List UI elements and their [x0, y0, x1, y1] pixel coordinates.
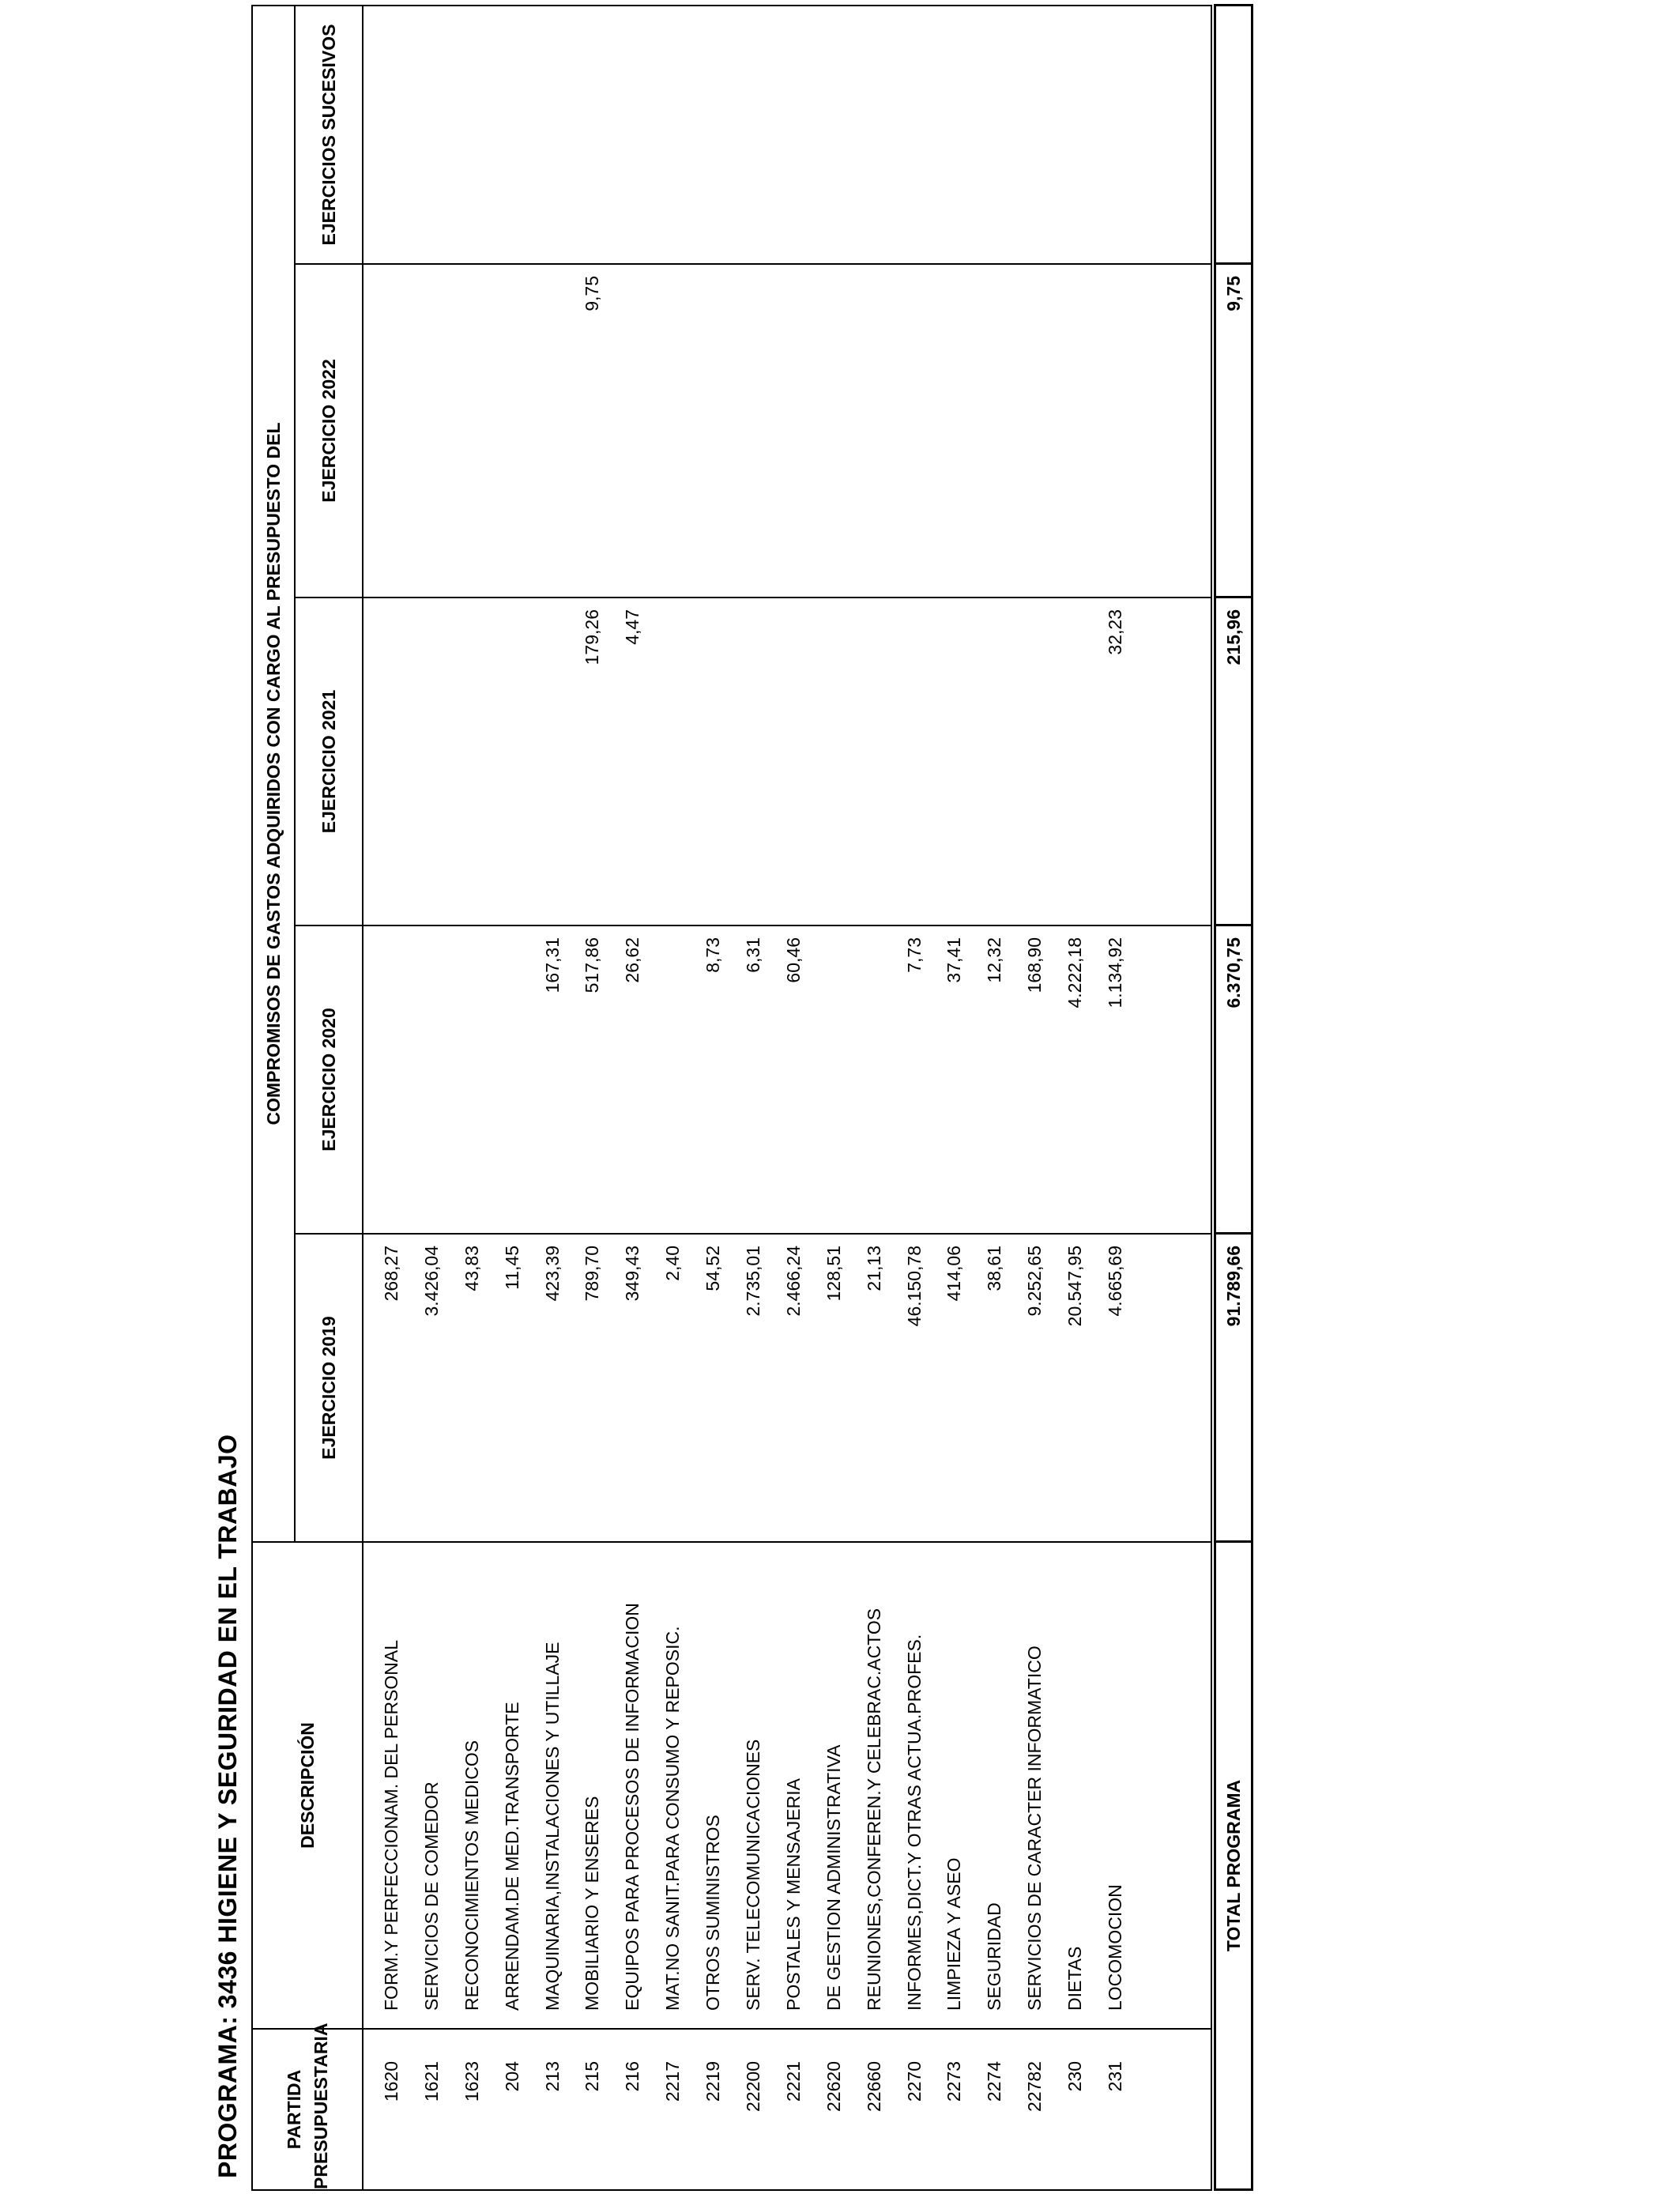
- value-2019: 3.426,04: [420, 1246, 442, 1317]
- value-2020: [653, 926, 693, 1233]
- value-sucesivos: [733, 6, 774, 263]
- value-2020: 37,41: [944, 937, 965, 983]
- total-2022: 9,75: [1215, 264, 1252, 598]
- descripcion-text: RECONOCIMIENTOS MEDICOS: [461, 1740, 482, 2011]
- header-year-2022: EJERCICIO 2022: [295, 264, 363, 598]
- header-year-2019: EJERCICIO 2019: [295, 1234, 363, 1542]
- value-2022: [653, 265, 693, 597]
- value-2019: 4.665,69: [1105, 1246, 1126, 1317]
- value-sucesivos: [371, 6, 412, 263]
- header-compromisos: COMPROMISOS DE GASTOS ADQUIRIDOS CON CARGO AL PRESUPUESTO DEL: [252, 6, 295, 1542]
- value-2020: [492, 926, 533, 1233]
- partida-code: 204: [501, 2061, 522, 2092]
- value-2022: [452, 265, 492, 597]
- total-sucesivos: [1215, 6, 1252, 264]
- descripcion-text: SERVICIOS DE COMEDOR: [420, 1781, 442, 2011]
- value-sucesivos: [1055, 6, 1095, 263]
- value-2021: [1015, 598, 1055, 925]
- descripcion-text: REUNIONES,CONFEREN.Y CELEBRAC.ACTOS: [863, 1608, 884, 2011]
- total-table: [1214, 4, 1253, 2191]
- value-2021: [693, 598, 733, 925]
- partida-code: 2219: [703, 2061, 724, 2102]
- value-2019: 11,45: [501, 1246, 522, 1290]
- total-2021: 215,96: [1215, 598, 1252, 925]
- value-2022: [934, 265, 974, 597]
- total-row: [1215, 6, 1252, 2190]
- value-2019: 46.150,78: [903, 1246, 925, 1327]
- value-sucesivos: [934, 6, 974, 263]
- partida-code: 22620: [823, 2061, 844, 2112]
- value-2020: 60,46: [782, 937, 804, 983]
- column-2021: [363, 598, 1211, 925]
- partida-code: 230: [1064, 2061, 1086, 2092]
- value-sucesivos: [1095, 6, 1136, 263]
- value-2022: [1015, 265, 1055, 597]
- value-2019: 9.252,65: [1024, 1246, 1045, 1317]
- value-2020: [814, 926, 854, 1233]
- value-2020: [412, 926, 452, 1233]
- value-2021: [974, 598, 1015, 925]
- header-descripcion: DESCRIPCIÓN: [252, 1542, 363, 2029]
- value-2021: [934, 598, 974, 925]
- value-sucesivos: [895, 6, 935, 263]
- value-2019: 789,70: [582, 1246, 603, 1302]
- value-2019: 414,06: [944, 1246, 965, 1302]
- value-2022: [895, 265, 935, 597]
- value-sucesivos: [492, 6, 533, 263]
- descripcion-text: MOBILIARIO Y ENSERES: [582, 1796, 603, 2011]
- partida-code: 231: [1105, 2061, 1126, 2092]
- descripcion-text: MAT.NO SANIT.PARA CONSUMO Y REPOSIC.: [662, 1626, 684, 2011]
- value-2022: [814, 265, 854, 597]
- header-partida-line1: PARTIDA: [284, 2069, 304, 2150]
- total-2019: 91.789,66: [1215, 1234, 1252, 1542]
- value-2019: 21,13: [863, 1246, 884, 1291]
- value-2021: 179,26: [582, 609, 603, 665]
- value-2019: 128,51: [823, 1246, 844, 1302]
- descripcion-text: EQUIPOS PARA PROCESOS DE INFORMACION: [622, 1603, 643, 2011]
- column-descripcion: [363, 1542, 1211, 2029]
- descripcion-text: POSTALES Y MENSAJERIA: [782, 1778, 804, 2011]
- column-partida: [363, 2029, 1211, 2190]
- value-2022: [974, 265, 1015, 597]
- value-2021: 32,23: [1105, 609, 1126, 655]
- value-2020: 8,73: [703, 937, 724, 973]
- value-2020: 26,62: [622, 937, 643, 983]
- value-2021: [854, 598, 895, 925]
- partida-code: 2270: [903, 2061, 925, 2102]
- value-sucesivos: [693, 6, 733, 263]
- partida-code: 216: [622, 2061, 643, 2092]
- value-2021: [733, 598, 774, 925]
- value-2021: [533, 598, 573, 925]
- value-2021: 4,47: [622, 609, 643, 645]
- value-sucesivos: [533, 6, 573, 263]
- header-year-2020: EJERCICIO 2020: [295, 925, 363, 1234]
- value-sucesivos: [814, 6, 854, 263]
- partida-code: 22200: [743, 2061, 764, 2112]
- value-2020: 7,73: [903, 937, 925, 973]
- descripcion-text: INFORMES,DICT.Y OTRAS ACTUA.PROFES.: [903, 1634, 925, 2011]
- partida-code: 1621: [420, 2061, 442, 2102]
- value-2022: [612, 265, 653, 597]
- value-2019: 349,43: [622, 1246, 643, 1302]
- value-sucesivos: [653, 6, 693, 263]
- descripcion-text: MAQUINARIA,INSTALACIONES Y UTILLAJE: [541, 1642, 563, 2011]
- value-2020: [854, 926, 895, 1233]
- partida-code: 22660: [863, 2061, 884, 2112]
- partida-code: 215: [582, 2061, 603, 2092]
- partida-code: 22782: [1024, 2061, 1045, 2112]
- value-2019: 43,83: [461, 1246, 482, 1291]
- column-sucesivos: [363, 6, 1211, 264]
- value-2021: [452, 598, 492, 925]
- column-2019: [363, 1234, 1211, 1542]
- value-2022: [1055, 265, 1095, 597]
- partida-code: 213: [541, 2061, 563, 2092]
- value-2022: [1095, 265, 1136, 597]
- descripcion-text: DE GESTION ADMINISTRATIVA: [823, 1744, 844, 2011]
- value-2022: [854, 265, 895, 597]
- partida-code: 1623: [461, 2061, 482, 2102]
- value-2022: [492, 265, 533, 597]
- value-2021: [895, 598, 935, 925]
- column-2020: [363, 925, 1211, 1234]
- value-sucesivos: [974, 6, 1015, 263]
- value-2020: 168,90: [1024, 937, 1045, 993]
- value-2022: [533, 265, 573, 597]
- total-label: TOTAL PROGRAMA: [1215, 1542, 1252, 2190]
- descripcion-text: SEGURIDAD: [984, 1902, 1005, 2011]
- descripcion-text: LOCOMOCION: [1105, 1884, 1126, 2011]
- descripcion-text: DIETAS: [1064, 1946, 1086, 2011]
- value-2019: 2,40: [662, 1246, 684, 1281]
- value-2021: [371, 598, 412, 925]
- value-2020: 517,86: [582, 937, 603, 993]
- value-2019: 268,27: [381, 1246, 401, 1302]
- value-sucesivos: [572, 6, 612, 263]
- value-2020: 1.134,92: [1105, 937, 1126, 1008]
- descripcion-text: SERV. TELECOMUNICACIONES: [743, 1739, 764, 2011]
- value-2022: [412, 265, 452, 597]
- value-2021: [653, 598, 693, 925]
- value-2019: 2.466,24: [782, 1246, 804, 1317]
- header-partida: [252, 2022, 363, 2190]
- value-2021: [814, 598, 854, 925]
- value-2020: 167,31: [541, 937, 563, 993]
- value-2020: [452, 926, 492, 1233]
- header-year-2021: EJERCICIO 2021: [295, 598, 363, 925]
- value-2020: 6,31: [743, 937, 764, 973]
- value-2020: 12,32: [984, 937, 1005, 983]
- value-2019: 54,52: [703, 1246, 724, 1291]
- value-2022: [733, 265, 774, 597]
- descripcion-text: ARRENDAM.DE MED.TRANSPORTE: [501, 1702, 522, 2011]
- header-partida-line2: PRESUPUESTARIA: [311, 2022, 331, 2189]
- header-ejercicios-sucesivos: EJERCICIOS SUCESIVOS: [295, 6, 363, 264]
- budget-table: [251, 5, 1212, 2191]
- value-2021: [774, 598, 814, 925]
- value-sucesivos: [854, 6, 895, 263]
- value-2019: 20.547,95: [1064, 1246, 1086, 1327]
- value-2022: 9,75: [582, 276, 603, 311]
- column-2022: [363, 264, 1211, 598]
- descripcion-text: SERVICIOS DE CARACTER INFORMATICO: [1024, 1646, 1045, 2011]
- partida-code: 2273: [944, 2061, 965, 2102]
- value-2019: 423,39: [541, 1246, 563, 1302]
- value-2019: 2.735,01: [743, 1246, 764, 1317]
- value-2020: [371, 926, 412, 1233]
- value-2021: [1055, 598, 1095, 925]
- value-2022: [371, 265, 412, 597]
- partida-code: 2217: [662, 2061, 684, 2102]
- value-sucesivos: [612, 6, 653, 263]
- total-2020: 6.370,75: [1215, 925, 1252, 1234]
- partida-code: 2221: [782, 2061, 804, 2102]
- value-2019: 38,61: [984, 1246, 1005, 1291]
- program-title: PROGRAMA: 3436 HIGIENE Y SEGURIDAD EN EL TRABAJO: [213, 1434, 242, 2178]
- descripcion-text: FORM.Y PERFECCIONAM. DEL PERSONAL: [381, 1639, 401, 2011]
- value-2021: [412, 598, 452, 925]
- value-2020: 4.222,18: [1064, 937, 1086, 1008]
- value-2022: [693, 265, 733, 597]
- descripcion-text: LIMPIEZA Y ASEO: [944, 1857, 965, 2011]
- value-2022: [774, 265, 814, 597]
- value-sucesivos: [452, 6, 492, 263]
- value-2021: [492, 598, 533, 925]
- partida-code: 2274: [984, 2061, 1005, 2102]
- descripcion-text: OTROS SUMINISTROS: [703, 1815, 724, 2011]
- value-sucesivos: [774, 6, 814, 263]
- partida-code: 1620: [381, 2061, 401, 2102]
- value-sucesivos: [412, 6, 452, 263]
- value-sucesivos: [1015, 6, 1055, 263]
